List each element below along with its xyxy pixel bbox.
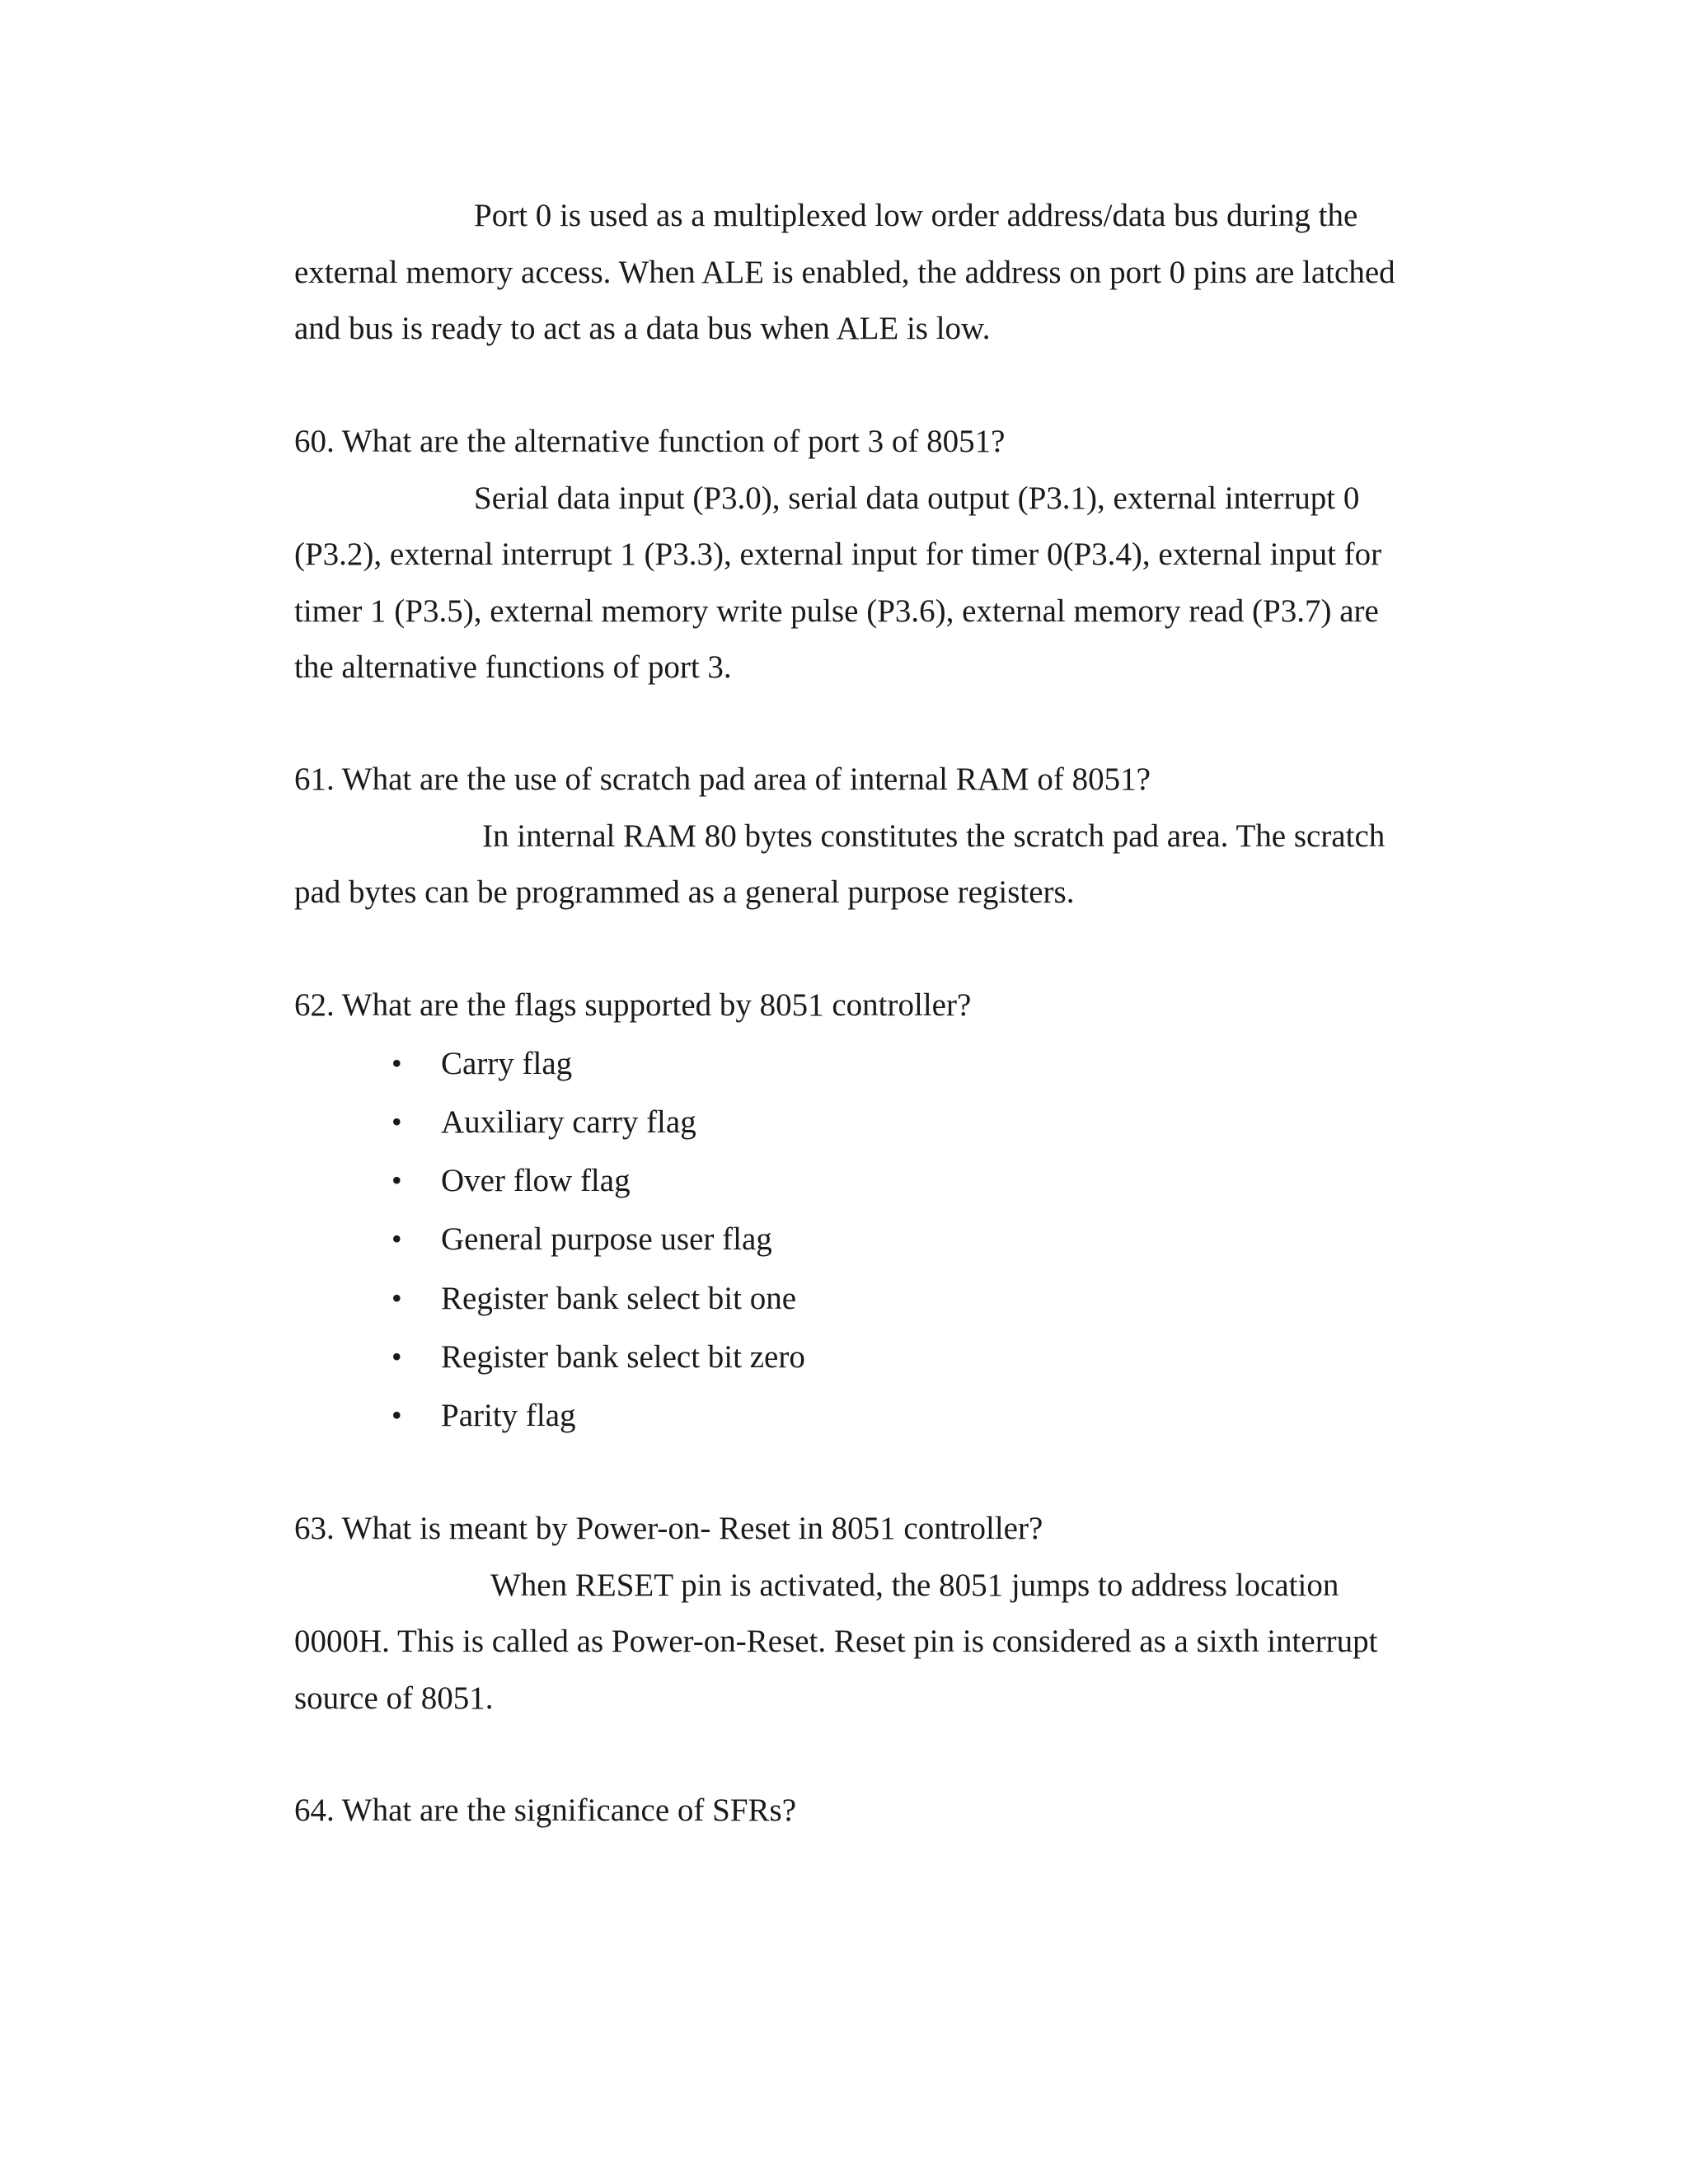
question-60-section (294, 414, 1423, 696)
flag-label: Carry flag (441, 1045, 573, 1081)
question-63-section (294, 1501, 1423, 1727)
intro-section (294, 188, 1423, 358)
bullet-icon: • (392, 1104, 402, 1138)
list-item (294, 1269, 1423, 1328)
list-item (294, 1210, 1423, 1268)
question-62-section (294, 977, 1423, 1446)
list-item (294, 1386, 1423, 1445)
flag-label: Register bank select bit one (441, 1280, 797, 1316)
question-62: 62. What are the flags supported by 8051 controller? (294, 987, 972, 1023)
bullet-icon: • (392, 1339, 402, 1373)
question-64-section (294, 1783, 1423, 1840)
question-64: 64. What are the significance of SFRs? (294, 1793, 797, 1828)
flags-list (294, 1034, 1423, 1446)
question-61: 61. What are the use of scratch pad area of internal RAM of 8051? (294, 762, 1151, 797)
answer-63: When RESET pin is activated, the 8051 jumps to address location 0000H. This is called as Power-on-Reset. Reset pin is considered as a sixth interrupt source of 8051. (294, 1567, 1378, 1716)
flag-label: General purpose user flag (441, 1221, 772, 1258)
list-item (294, 1034, 1423, 1093)
list-item (294, 1328, 1423, 1386)
answer-61: In internal RAM 80 bytes constitutes the scratch pad area. The scratch pad bytes can be programmed as a general purpose registers. (294, 818, 1386, 910)
list-item (294, 1151, 1423, 1210)
bullet-icon: • (392, 1164, 402, 1197)
flag-label: Parity flag (441, 1398, 576, 1434)
question-63: 63. What is meant by Power-on- Reset in 8051 controller? (294, 1511, 1043, 1546)
bullet-icon: • (392, 1281, 402, 1315)
question-61-section (294, 752, 1423, 921)
intro-paragraph: Port 0 is used as a multiplexed low order address/data bus during the external memory access. When ALE is enabled, the address on port 0 pins are latched and bus is ready to act as a data bus when ALE is low. (294, 198, 1395, 346)
flag-label: Register bank select bit zero (441, 1338, 805, 1375)
flag-label: Over flow flag (441, 1163, 631, 1199)
question-60: 60. What are the alternative function of port 3 of 8051? (294, 424, 1006, 459)
bullet-icon: • (392, 1046, 402, 1080)
flag-label: Auxiliary carry flag (441, 1104, 696, 1140)
bullet-icon: • (392, 1399, 402, 1432)
bullet-icon: • (392, 1222, 402, 1256)
list-item (294, 1093, 1423, 1151)
answer-60: Serial data input (P3.0), serial data output (P3.1), external interrupt 0 (P3.2), external interrupt 1 (P3.3), external input for timer 0(P3.4), external input for timer 1 (P3.5), external memory write pulse (P3.6), external memory read (P3.7) are the alternative functions of port 3. (294, 480, 1382, 685)
